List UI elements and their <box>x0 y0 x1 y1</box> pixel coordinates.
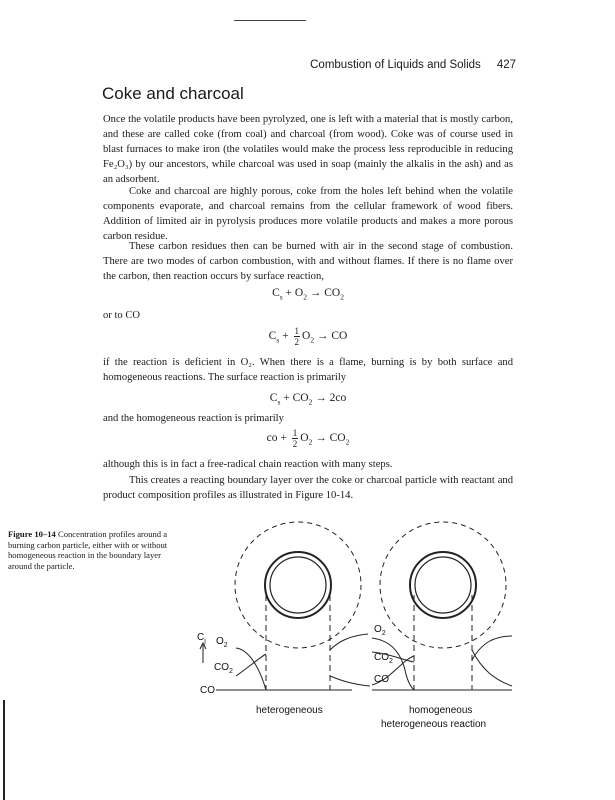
left-particle-inner <box>270 557 326 613</box>
section-title: Coke and charcoal <box>102 84 244 103</box>
margin-bar <box>3 700 5 800</box>
right-o2-right-curve <box>472 636 512 660</box>
paragraph-1: Once the volatile products have been pyrolyzed, one is left with a material that is mostly carbon, and these are called coke (from coal) and charcoal (from wood). Coke was of course used in blast furnaces to make iron (the volatiles would make the process less reproducible in reducing Fe₂O₃) by our ancestors, while charcoal was used in soap (mainly the alkalis in the ash) and as an adsorbent. <box>103 114 513 185</box>
axis-symbol: $C_j$ <box>197 632 206 645</box>
right-co2-right-curve <box>472 650 512 686</box>
equation-3: $C_s + CO_2 \to 2co$ <box>269 392 347 407</box>
figure-label: Figure 10–14 <box>8 529 56 539</box>
equation-2: $C_s$ + $\frac{1}{2}$ $O_2$ → CO <box>268 326 348 347</box>
paragraph-6: and the homogeneous reaction is primarily <box>103 413 284 424</box>
left-co2-right-curve <box>330 676 370 686</box>
paragraph-4: or to CO <box>103 310 141 321</box>
left-o2-label: $O_2$ <box>216 636 228 649</box>
right-particle-inner <box>415 557 471 613</box>
paragraph-2: Coke and charcoal are highly porous, coke from the holes left behind when the volatile components evaporate, and charcoal remains from the cellular framework of wood fibers. Addition of limited air in pyrolysis produces more volatile products and makes a more porous carbon residue. <box>103 186 513 242</box>
right-particle-outer <box>410 552 476 618</box>
paragraph-8: This creates a reacting boundary layer over the coke or charcoal particle with reactant and product composition profiles as illustrated in Figure 10-14. <box>103 475 513 501</box>
left-boundary-layer <box>235 522 361 648</box>
equation-4: co + $\frac{1}{2}$ $O_2 \to CO_2$ <box>266 428 350 449</box>
right-panel <box>372 522 512 690</box>
equation-1: $C_s + O_2 \to CO_2$ <box>272 287 344 302</box>
right-o2-label: $O_2$ <box>374 624 386 637</box>
left-particle-outer <box>265 552 331 618</box>
paragraph-3: These carbon residues then can be burned with air in the second stage of combustion. There are two modes of carbon combustion, with and without flames. If there is no flame over the carbon, then reaction occurs by surface reaction, <box>103 241 513 282</box>
right-panel-subtitle: heterogeneous reaction <box>381 719 487 730</box>
running-title: Combustion of Liquids and Solids <box>310 59 481 71</box>
left-o2-right-curve <box>330 634 368 650</box>
paragraph-7: although this is in fact a free-radical chain reaction with many steps. <box>103 459 393 470</box>
left-co2-label: $CO_2$ <box>214 662 233 675</box>
figure-caption-text: Concentration profiles around a burning carbon particle, either with or without homogeneous reaction in the boundary layer around the particle. <box>8 529 168 571</box>
left-panel-title: heterogeneous <box>256 705 323 716</box>
right-boundary-layer <box>380 522 506 648</box>
right-co-label: CO <box>374 674 389 685</box>
page-number: 427 <box>496 59 516 71</box>
right-co2-label: $CO_2$ <box>374 652 393 665</box>
left-o2-curve <box>236 648 266 690</box>
paragraph-5: if the reaction is deficient in O₂. When there is a flame, burning is by both surface and homogeneous reactions. The surface reaction is primarily <box>103 357 513 383</box>
left-co-label: CO <box>200 685 215 696</box>
right-panel-title: homogeneous <box>409 705 473 716</box>
